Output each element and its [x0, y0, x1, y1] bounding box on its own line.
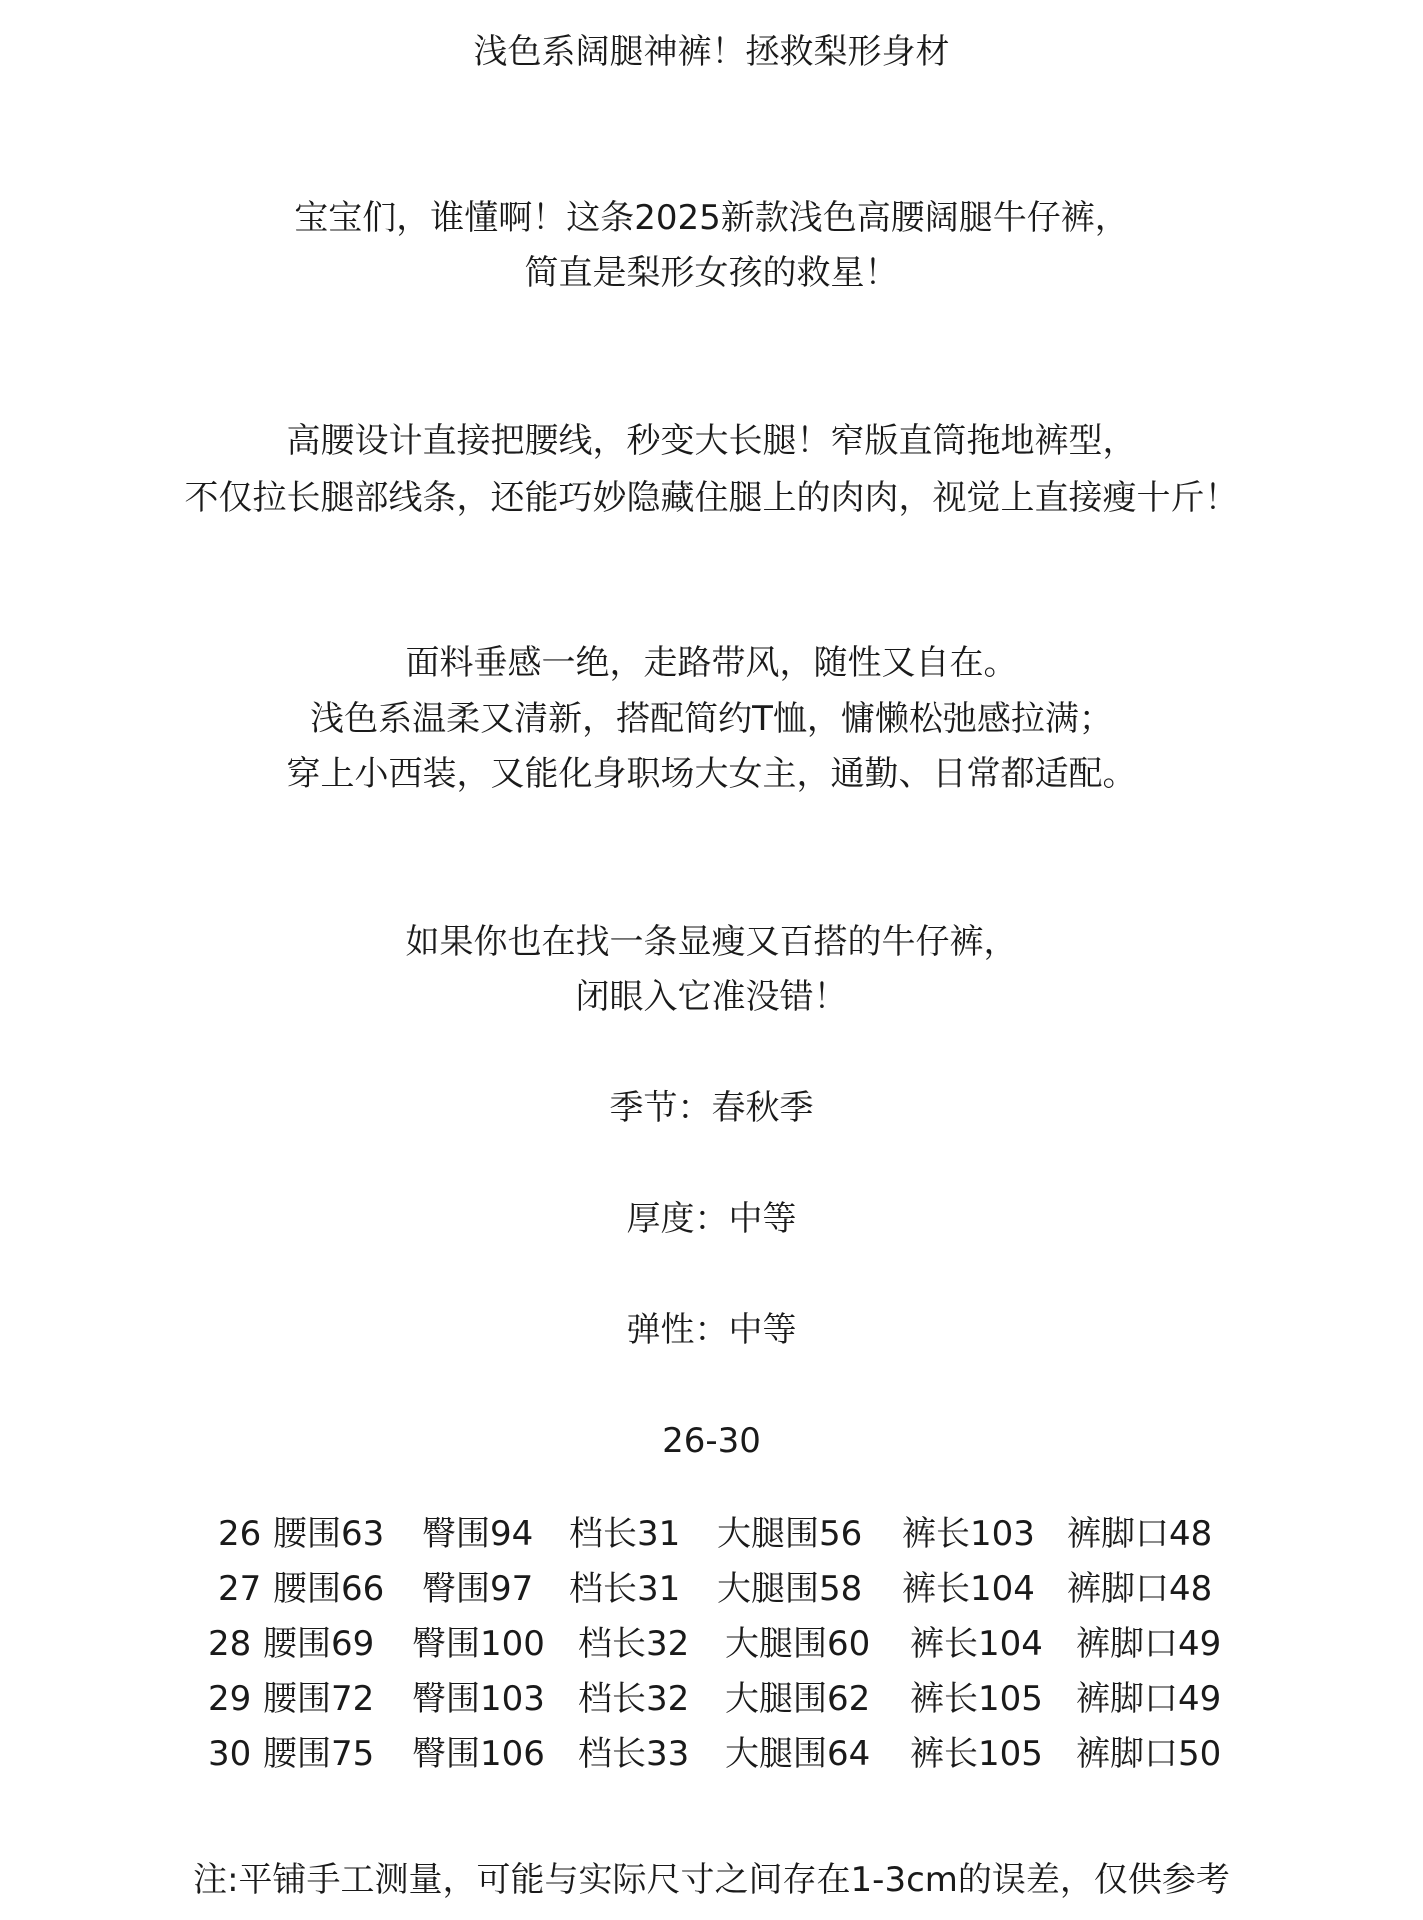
- paragraph-4-line-2: 闭眼入它准没错！: [575, 977, 848, 1017]
- size-cell: 档长31: [569, 1514, 681, 1554]
- size-cell: 腰围66: [273, 1569, 385, 1609]
- paragraph-1-line-2: 简直是梨形女孩的救星！: [524, 253, 899, 293]
- paragraph-3-line-2: 浅色系温柔又清新，搭配简约T恤，慵懒松弛感拉满；: [310, 699, 1113, 739]
- size-row-29: [0, 1679, 1423, 1734]
- size-cell: 裤长105: [910, 1734, 1043, 1774]
- size-cell: 档长32: [578, 1624, 690, 1664]
- spec-season: 季节：春秋季: [609, 1088, 814, 1128]
- size-cell: 大腿围58: [717, 1569, 863, 1609]
- size-cell: 大腿围62: [725, 1679, 871, 1719]
- measurement-note: 注:平铺手工测量，可能与实际尺寸之间存在1-3cm的误差，仅供参考: [193, 1860, 1230, 1900]
- size-row-26: [0, 1514, 1423, 1569]
- size-cell: 腰围75: [263, 1734, 375, 1774]
- paragraph-3-line-3: 穿上小西装，又能化身职场大女主，通勤、日常都适配。: [286, 754, 1137, 794]
- spec-thickness: 厚度：中等: [626, 1199, 797, 1239]
- size-cell: 腰围63: [273, 1514, 385, 1554]
- size-cell: 腰围69: [263, 1624, 375, 1664]
- size-cell: 臀围97: [422, 1569, 534, 1609]
- size-cell: 大腿围60: [725, 1624, 871, 1664]
- size-cell: 档长32: [578, 1679, 690, 1719]
- size-cell: 裤长104: [902, 1569, 1035, 1609]
- paragraph-1-line-1: 宝宝们，谁懂啊！这条2025新款浅色高腰阔腿牛仔裤，: [294, 198, 1129, 238]
- size-cell: 26: [218, 1514, 262, 1554]
- paragraph-2-line-2: 不仅拉长腿部线条，还能巧妙隐藏住腿上的肉肉，视觉上直接瘦十斤！: [184, 478, 1239, 518]
- size-cell: 裤脚口50: [1076, 1734, 1222, 1774]
- size-cell: 大腿围56: [717, 1514, 863, 1554]
- size-table: [0, 1514, 1423, 1789]
- size-cell: 档长31: [569, 1569, 681, 1609]
- size-cell: 裤长104: [910, 1624, 1043, 1664]
- size-cell: 裤脚口48: [1067, 1569, 1213, 1609]
- size-cell: 27: [218, 1569, 262, 1609]
- paragraph-3-line-1: 面料垂感一绝，走路带风，随性又自在。: [405, 643, 1018, 683]
- paragraph-4-line-1: 如果你也在找一条显瘦又百搭的牛仔裤，: [405, 922, 1018, 962]
- size-cell: 裤脚口49: [1076, 1624, 1222, 1664]
- size-cell: 大腿围64: [725, 1734, 871, 1774]
- size-cell: 裤长103: [902, 1514, 1035, 1554]
- size-cell: 档长33: [578, 1734, 690, 1774]
- size-row-28: [0, 1624, 1423, 1679]
- size-cell: 28: [208, 1624, 252, 1664]
- size-cell: 裤脚口49: [1076, 1679, 1222, 1719]
- spec-elasticity: 弹性：中等: [626, 1310, 797, 1350]
- size-cell: 裤长105: [910, 1679, 1043, 1719]
- size-cell: 臀围103: [412, 1679, 545, 1719]
- size-cell: 30: [208, 1734, 252, 1774]
- paragraph-2-line-1: 高腰设计直接把腰线，秒变大长腿！窄版直筒拖地裤型，: [286, 421, 1137, 461]
- size-cell: 臀围100: [412, 1624, 545, 1664]
- spec-size-range: 26-30: [662, 1421, 761, 1461]
- size-cell: 29: [208, 1679, 252, 1719]
- size-row-30: [0, 1734, 1423, 1789]
- size-cell: 裤脚口48: [1067, 1514, 1213, 1554]
- size-row-27: [0, 1569, 1423, 1624]
- size-cell: 臀围106: [412, 1734, 545, 1774]
- size-cell: 腰围72: [263, 1679, 375, 1719]
- page-title: 浅色系阔腿神裤！拯救梨形身材: [473, 32, 950, 72]
- size-cell: 臀围94: [422, 1514, 534, 1554]
